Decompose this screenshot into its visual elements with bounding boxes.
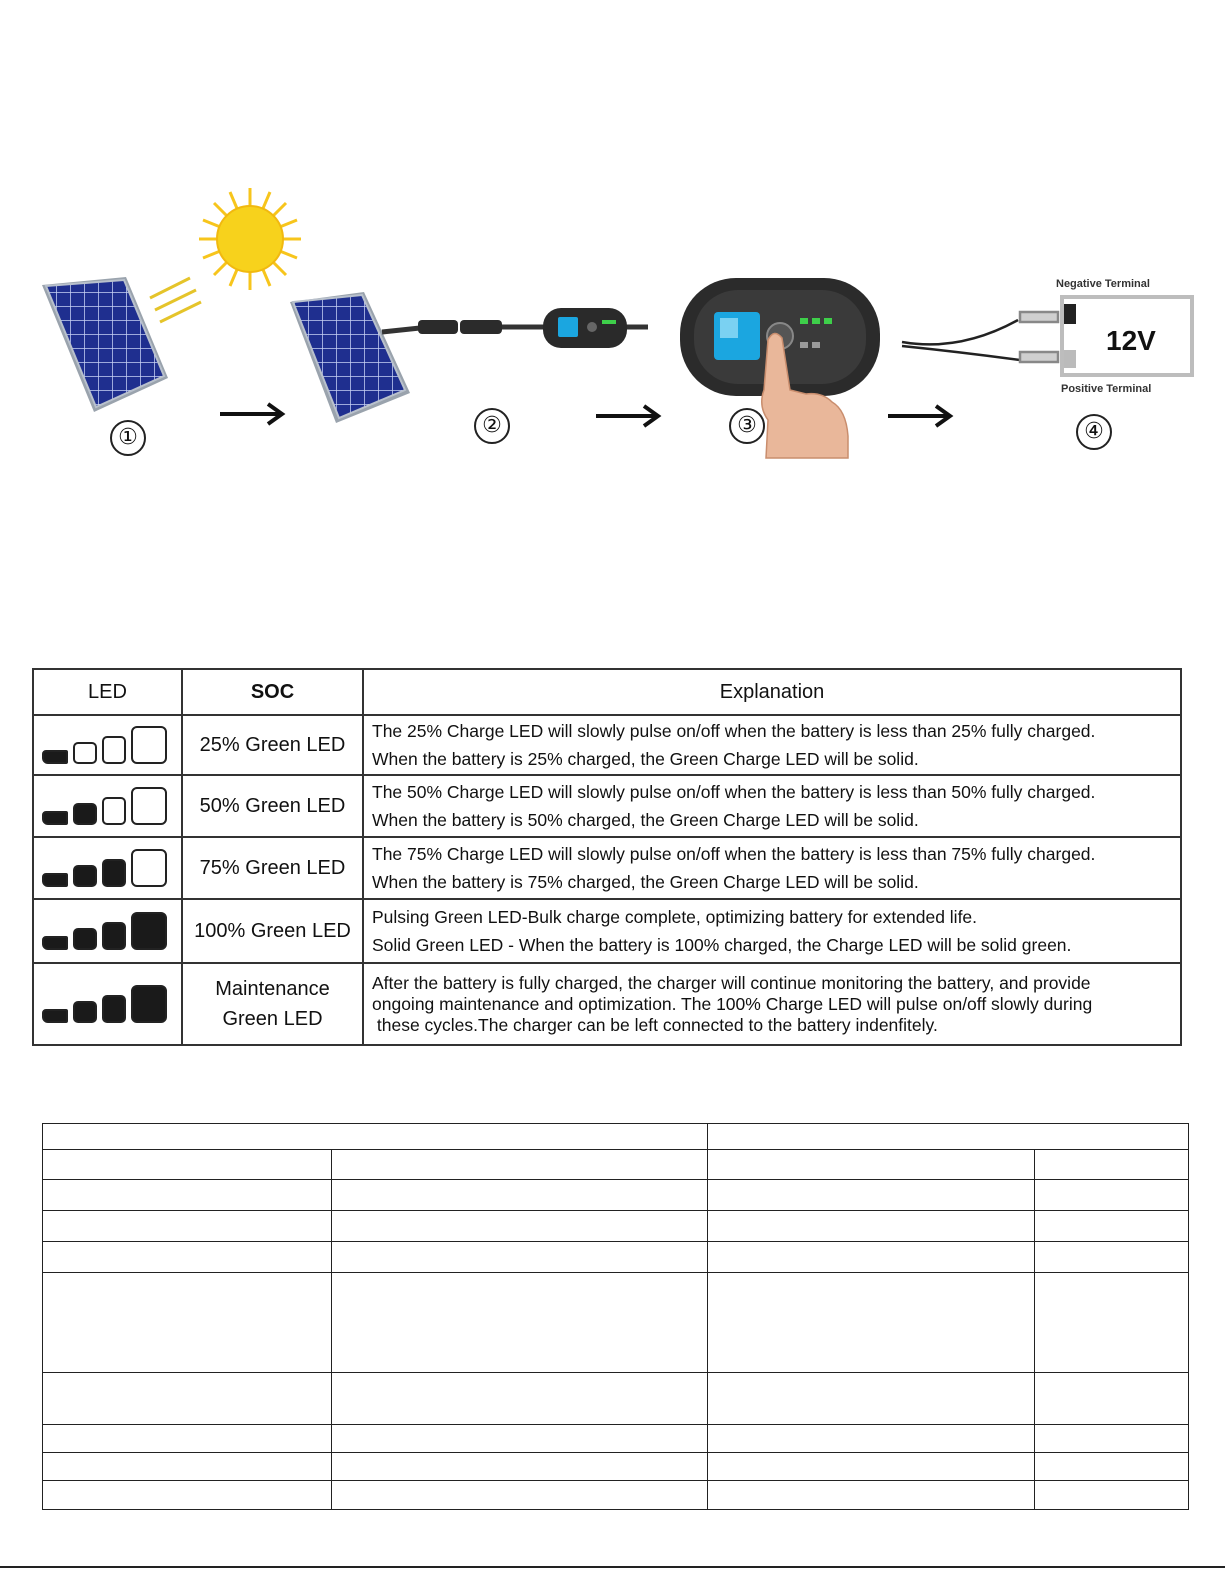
explanation-line: When the battery is 50% charged, the Green Charge LED will be solid. bbox=[372, 810, 919, 830]
table-cell bbox=[332, 1242, 708, 1273]
table-row bbox=[33, 775, 1181, 837]
soc-line: Maintenance bbox=[215, 978, 330, 1000]
solar-panel-icon bbox=[290, 292, 410, 423]
led-bar-3-icon bbox=[102, 859, 126, 887]
table-cell bbox=[332, 1180, 708, 1211]
led-bar-2-icon bbox=[73, 928, 97, 950]
table-cell bbox=[708, 1150, 1035, 1180]
led-indicator-cell bbox=[33, 963, 182, 1045]
led-bar-2-icon bbox=[73, 742, 97, 764]
table-cell bbox=[1035, 1242, 1189, 1273]
table-cell bbox=[1035, 1273, 1189, 1373]
led-bar-3-icon bbox=[102, 922, 126, 950]
explanation-column-header: Explanation bbox=[363, 669, 1181, 715]
explanation-line: When the battery is 25% charged, the Green Charge LED will be solid. bbox=[372, 749, 919, 769]
explanation-line: The 75% Charge LED will slowly pulse on/off when the battery is less than 75% fully charged. bbox=[372, 844, 1096, 864]
explanation-line: The 25% Charge LED will slowly pulse on/off when the battery is less than 25% fully charged. bbox=[372, 721, 1096, 741]
led-indicator-25 bbox=[34, 726, 181, 764]
diagram-artwork bbox=[0, 180, 1225, 470]
table-cell bbox=[332, 1150, 708, 1180]
led-indicator-cell bbox=[33, 837, 182, 899]
table-row bbox=[43, 1425, 1189, 1453]
table-cell bbox=[332, 1273, 708, 1373]
arrow-right-icon bbox=[888, 406, 950, 426]
table-row bbox=[43, 1124, 1189, 1150]
table-row bbox=[33, 899, 1181, 963]
led-bar-3-icon bbox=[102, 797, 126, 825]
solar-charger-icon bbox=[543, 308, 627, 348]
table-cell bbox=[708, 1242, 1035, 1273]
led-bar-2-icon bbox=[73, 865, 97, 887]
led-bar-4-icon bbox=[131, 849, 167, 887]
step-4-number: ④ bbox=[1076, 414, 1112, 450]
battery-clamp-wires-icon bbox=[902, 312, 1058, 362]
table-cell bbox=[332, 1453, 708, 1481]
table-cell bbox=[43, 1373, 332, 1425]
led-bar-4-icon bbox=[131, 726, 167, 764]
table-cell bbox=[708, 1211, 1035, 1242]
negative-terminal-label: Negative Terminal bbox=[1056, 278, 1150, 290]
led-bar-3-icon bbox=[102, 995, 126, 1023]
led-bar-2-icon bbox=[73, 803, 97, 825]
led-bar-1-icon bbox=[42, 811, 68, 825]
table-cell bbox=[708, 1273, 1035, 1373]
led-bar-2-icon bbox=[73, 1001, 97, 1023]
table-cell bbox=[708, 1180, 1035, 1211]
table-row bbox=[33, 837, 1181, 899]
table-cell bbox=[43, 1124, 708, 1150]
table-cell bbox=[1035, 1481, 1189, 1510]
table-cell bbox=[1035, 1180, 1189, 1211]
led-indicator-cell bbox=[33, 715, 182, 775]
table-header-row bbox=[33, 669, 1181, 715]
soc-cell: 100% Green LED bbox=[182, 899, 363, 963]
sun-icon bbox=[199, 188, 301, 290]
explanation-cell bbox=[363, 963, 1181, 1045]
explanation-line: When the battery is 75% charged, the Green Charge LED will be solid. bbox=[372, 872, 919, 892]
led-status-table bbox=[32, 668, 1182, 1046]
table-cell bbox=[1035, 1453, 1189, 1481]
table-cell bbox=[1035, 1425, 1189, 1453]
table-row bbox=[43, 1242, 1189, 1273]
table-cell bbox=[332, 1425, 708, 1453]
explanation-cell bbox=[363, 775, 1181, 837]
sunlight-rays-icon bbox=[150, 278, 201, 322]
explanation-cell bbox=[363, 899, 1181, 963]
led-indicator-50 bbox=[34, 787, 181, 825]
led-bar-1-icon bbox=[42, 750, 68, 764]
table-row bbox=[43, 1373, 1189, 1425]
table-row bbox=[33, 963, 1181, 1045]
led-bar-4-icon bbox=[131, 787, 167, 825]
led-bar-4-icon bbox=[131, 985, 167, 1023]
table-cell bbox=[1035, 1150, 1189, 1180]
table-row bbox=[43, 1211, 1189, 1242]
table-row bbox=[43, 1453, 1189, 1481]
table-cell bbox=[43, 1150, 332, 1180]
table-cell bbox=[1035, 1373, 1189, 1425]
explanation-line: After the battery is fully charged, the charger will continue monitoring the battery, and provide bbox=[372, 972, 1091, 993]
table-cell bbox=[1035, 1211, 1189, 1242]
explanation-line: Pulsing Green LED-Bulk charge complete, optimizing battery for extended life. bbox=[372, 907, 978, 927]
explanation-cell bbox=[363, 715, 1181, 775]
arrow-right-icon bbox=[596, 406, 658, 426]
table-cell bbox=[332, 1481, 708, 1510]
led-bar-1-icon bbox=[42, 1009, 68, 1023]
table-row bbox=[43, 1273, 1189, 1373]
led-indicator-cell bbox=[33, 899, 182, 963]
table-row bbox=[43, 1481, 1189, 1510]
explanation-cell bbox=[363, 837, 1181, 899]
led-bar-1-icon bbox=[42, 936, 68, 950]
battery-voltage-label: 12V bbox=[1106, 325, 1156, 356]
table-row bbox=[43, 1180, 1189, 1211]
table-cell bbox=[43, 1453, 332, 1481]
soc-cell: 25% Green LED bbox=[182, 715, 363, 775]
led-indicator-cell bbox=[33, 775, 182, 837]
soc-column-header: SOC bbox=[182, 669, 363, 715]
table-cell bbox=[708, 1425, 1035, 1453]
table-cell bbox=[43, 1211, 332, 1242]
table-cell bbox=[332, 1373, 708, 1425]
led-indicator-maintenance bbox=[34, 985, 181, 1023]
table-row bbox=[33, 715, 1181, 775]
step-3-number: ③ bbox=[729, 408, 765, 444]
led-indicator-75 bbox=[34, 849, 181, 887]
explanation-line: The 50% Charge LED will slowly pulse on/off when the battery is less than 50% fully charged. bbox=[372, 782, 1096, 802]
soc-cell: 50% Green LED bbox=[182, 775, 363, 837]
led-indicator-100 bbox=[34, 912, 181, 950]
page-bottom-rule bbox=[0, 1566, 1225, 1568]
positive-terminal-label: Positive Terminal bbox=[1061, 383, 1152, 395]
solar-panel-icon bbox=[42, 277, 168, 412]
table-cell bbox=[43, 1481, 332, 1510]
led-bar-3-icon bbox=[102, 736, 126, 764]
table-cell bbox=[332, 1211, 708, 1242]
charging-steps-diagram bbox=[0, 180, 1225, 470]
table-cell bbox=[708, 1481, 1035, 1510]
soc-line: Green LED bbox=[222, 1008, 323, 1030]
table-cell bbox=[708, 1373, 1035, 1425]
table-cell bbox=[708, 1453, 1035, 1481]
soc-cell bbox=[182, 963, 363, 1045]
explanation-line: Solid Green LED - When the battery is 100% charged, the Charge LED will be solid green. bbox=[372, 935, 1072, 955]
table-cell bbox=[43, 1273, 332, 1373]
explanation-line: ongoing maintenance and optimization. The 100% Charge LED will pulse on/off slowly during bbox=[372, 993, 1093, 1014]
table-row bbox=[43, 1150, 1189, 1180]
empty-spec-table bbox=[42, 1123, 1189, 1510]
led-bar-1-icon bbox=[42, 873, 68, 887]
table-cell bbox=[708, 1124, 1189, 1150]
led-column-header: LED bbox=[33, 669, 182, 715]
arrow-right-icon bbox=[220, 404, 282, 424]
explanation-line: these cycles.The charger can be left connected to the battery indenfitely. bbox=[372, 1014, 938, 1035]
step-2-number: ② bbox=[474, 408, 510, 444]
soc-cell: 75% Green LED bbox=[182, 837, 363, 899]
step-1-number: ① bbox=[110, 420, 146, 456]
table-cell bbox=[43, 1425, 332, 1453]
table-cell bbox=[43, 1242, 332, 1273]
led-bar-4-icon bbox=[131, 912, 167, 950]
table-cell bbox=[43, 1180, 332, 1211]
